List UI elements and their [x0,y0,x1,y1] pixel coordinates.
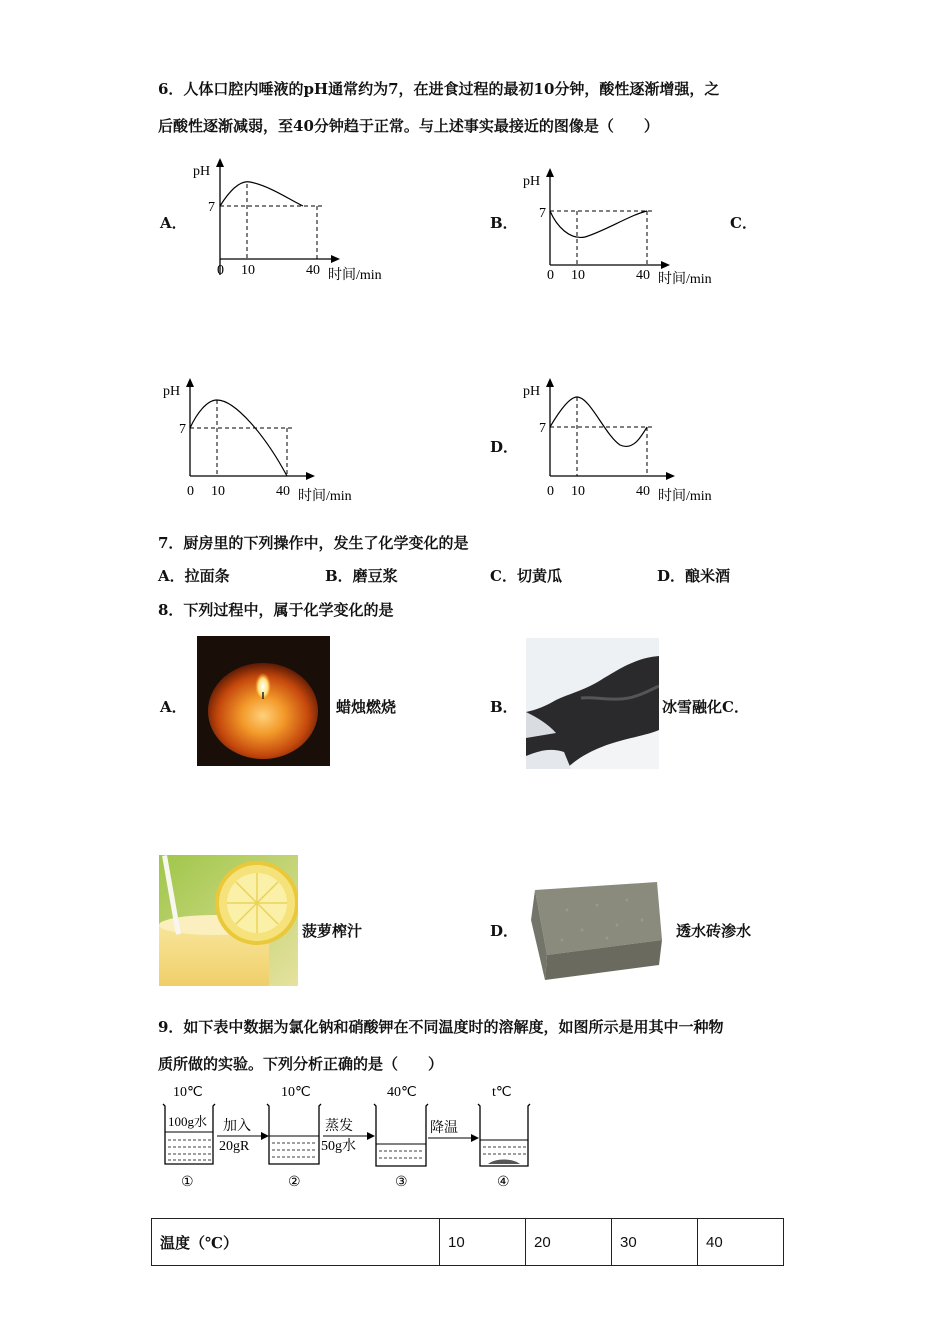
q6-graph-b [515,165,745,295]
beaker-4-temp: t℃ [492,1085,512,1100]
q7-option-b[interactable]: B．磨豆浆 [325,567,398,585]
graph-x0: 0 [547,484,554,499]
graph-ylabel: pH [193,164,211,179]
q8-option-b-caption: 冰雪融化C． [662,698,749,716]
beaker-2-number: ② [288,1175,301,1190]
beaker-3 [374,1085,428,1166]
graph-x10: 10 [241,263,255,278]
q6-option-d-label[interactable]: D． [490,438,519,456]
step-3-top: 降温 [430,1121,458,1136]
q8-option-d-label[interactable]: D． [490,922,519,940]
graph-y7: 7 [539,206,546,221]
table-cell: 20 [526,1219,612,1266]
graph-x0: 0 [547,268,554,283]
graph-x40: 40 [276,484,290,499]
q6-option-b-label[interactable]: B． [490,214,518,232]
q8-stem: 8．下列过程中，属于化学变化的是 [158,601,394,619]
q7-option-c[interactable]: C．切黄瓜 [490,567,562,585]
graph-ylabel: pH [523,384,541,399]
table-cell: 40 [698,1219,784,1266]
beaker-1-water: 100g水 [168,1114,208,1129]
graph-x40: 40 [636,268,650,283]
q8-option-b-label[interactable]: B． [490,698,518,716]
beaker-4 [478,1085,530,1166]
q7-option-a[interactable]: A．拉面条 [158,567,230,585]
beaker-2-temp: 10℃ [281,1085,311,1100]
beaker-1-number: ① [181,1175,194,1190]
graph-x10: 10 [571,268,585,283]
candle-image [197,636,330,766]
graph-x40: 40 [306,263,320,278]
permeable-brick-image [527,880,664,985]
q8-option-c-caption: 菠萝榨汁 [302,922,363,940]
table-cell: 30 [612,1219,698,1266]
q8-option-d-caption: 透水砖渗水 [676,922,752,940]
ice-snow-image [526,638,659,769]
solubility-table [151,1218,784,1266]
q9-experiment-diagram [155,1080,545,1192]
beaker-2 [267,1085,321,1164]
q9-stem-line1: 9．如下表中数据为氯化钠和硝酸钾在不同温度时的溶解度，如图所示是用其中一种物 [158,1018,724,1036]
graph-xlabel: 时间/min [658,489,712,504]
q6-graph-a [185,155,415,290]
graph-x40: 40 [636,484,650,499]
beaker-1 [163,1085,215,1164]
graph-xlabel: 时间/min [658,272,712,287]
beaker-1-temp: 10℃ [173,1085,203,1100]
step-2-top: 蒸发 [325,1119,353,1134]
q9-stem-line2: 质所做的实验。下列分析正确的是（ ） [158,1055,444,1073]
q8-option-a-label[interactable]: A． [160,698,187,716]
graph-x0: 0 [217,263,224,278]
pineapple-juice-image [159,855,298,986]
beaker-4-number: ④ [497,1175,510,1190]
q6-stem-line1: 6．人体口腔内唾液的pH通常约为7，在进食过程的最初10分钟，酸性逐渐增强，之 [158,80,720,98]
beaker-3-temp: 40℃ [387,1085,417,1100]
graph-y7: 7 [179,422,186,437]
q8-option-a-caption: 蜡烛燃烧 [336,698,397,716]
beaker-3-number: ③ [395,1175,408,1190]
table-header-temperature: 温度（℃） [152,1219,440,1266]
graph-xlabel: 时间/min [328,268,382,283]
q6-stem-line2: 后酸性逐渐减弱，至40分钟趋于正常。与上述事实最接近的图像是（ ） [158,117,659,135]
step-1-bottom: 20gR [219,1139,250,1154]
graph-y7: 7 [208,200,215,215]
table-row [152,1219,784,1266]
q6-graph-c [155,375,385,510]
q6-option-a-label[interactable]: A． [160,214,187,232]
graph-x10: 10 [211,484,225,499]
graph-x10: 10 [571,484,585,499]
q7-option-d[interactable]: D．酿米酒 [657,567,731,585]
table-cell: 10 [440,1219,526,1266]
step-2-bottom: 50g水 [321,1139,356,1154]
graph-x0: 0 [187,484,194,499]
graph-y7: 7 [539,421,546,436]
graph-ylabel: pH [523,174,541,189]
graph-ylabel: pH [163,384,181,399]
q7-stem: 7．厨房里的下列操作中，发生了化学变化的是 [158,534,469,552]
graph-xlabel: 时间/min [298,489,352,504]
step-1-top: 加入 [223,1119,251,1134]
q6-graph-d [515,375,745,510]
q6-option-c-label[interactable]: C． [730,214,757,232]
